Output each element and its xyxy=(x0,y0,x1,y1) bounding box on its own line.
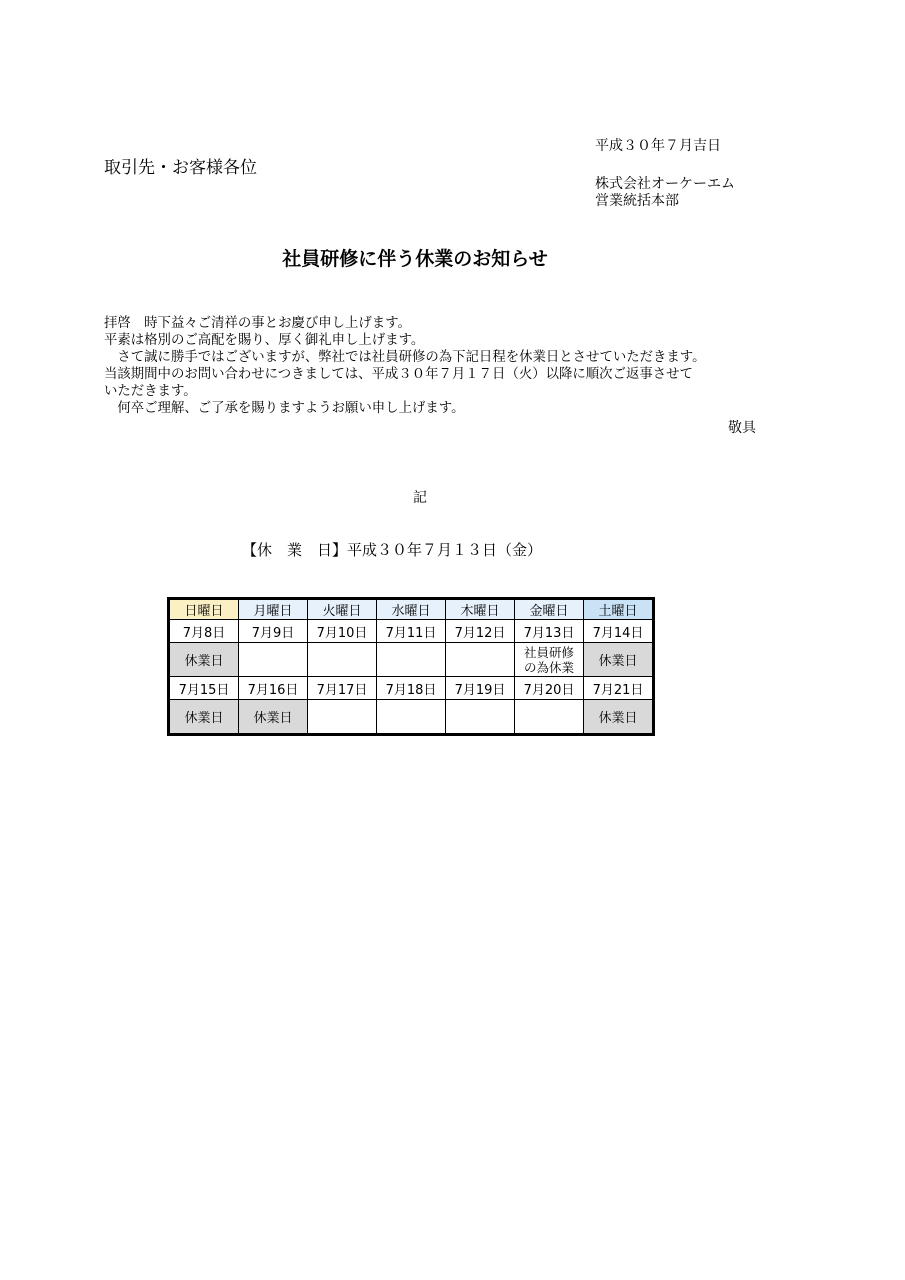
status-cell-closed: 休業日 xyxy=(584,643,654,677)
week2-date-row xyxy=(169,677,654,700)
date-cell: 7月16日 xyxy=(239,677,308,700)
body-line: さて誠に勝手ではございますが、弊社では社員研修の為下記日程を休業日とさせていただきます。 xyxy=(104,350,706,365)
date-cell: 7月12日 xyxy=(446,620,515,643)
date-cell: 7月18日 xyxy=(377,677,446,700)
week1-status-row xyxy=(169,643,654,677)
holiday-date-line: 【休 業 日】平成３０年７月１３日（金） xyxy=(242,541,543,559)
date-cell: 7月21日 xyxy=(584,677,654,700)
body-line: 何卒ご理解、ご了承を賜りますようお願い申し上げます。 xyxy=(104,401,465,416)
date-cell: 7月17日 xyxy=(308,677,377,700)
closing-word: 敬具 xyxy=(728,420,756,436)
company-name: 株式会社オーケーエム xyxy=(595,176,735,192)
day-header-sunday: 日曜日 xyxy=(169,599,239,620)
day-header-wednesday: 水曜日 xyxy=(377,599,446,620)
date-cell: 7月19日 xyxy=(446,677,515,700)
status-cell xyxy=(377,643,446,677)
body-line: いただきます。 xyxy=(104,384,197,399)
status-cell xyxy=(377,700,446,735)
date-cell: 7月13日 xyxy=(515,620,584,643)
sender-block xyxy=(595,176,735,210)
date-cell: 7月11日 xyxy=(377,620,446,643)
training-line-2: の為休業 xyxy=(523,659,574,675)
letter-body xyxy=(104,315,706,417)
status-cell xyxy=(308,700,377,735)
day-header-tuesday: 火曜日 xyxy=(308,599,377,620)
day-header-thursday: 木曜日 xyxy=(446,599,515,620)
date-cell: 7月10日 xyxy=(308,620,377,643)
training-line-1: 社員研修 xyxy=(523,644,574,660)
status-cell xyxy=(239,643,308,677)
calendar-table xyxy=(167,597,655,736)
body-line: 平素は格別のご高配を賜り、厚く御礼申し上げます。 xyxy=(104,333,425,348)
date-cell: 7月20日 xyxy=(515,677,584,700)
status-cell xyxy=(446,643,515,677)
calendar-header-row xyxy=(169,599,654,620)
date-cell: 7月9日 xyxy=(239,620,308,643)
status-cell-closed: 休業日 xyxy=(169,643,239,677)
day-header-monday: 月曜日 xyxy=(239,599,308,620)
ki-heading: 記 xyxy=(413,490,427,506)
status-cell-closed: 休業日 xyxy=(584,700,654,735)
status-cell xyxy=(515,700,584,735)
issue-date: 平成３０年７月吉日 xyxy=(595,138,721,154)
department-name: 営業統括本部 xyxy=(595,193,679,209)
status-cell xyxy=(446,700,515,735)
document-title: 社員研修に伴う休業のお知らせ xyxy=(282,248,548,270)
date-cell: 7月8日 xyxy=(169,620,239,643)
day-header-saturday: 土曜日 xyxy=(584,599,654,620)
status-cell xyxy=(308,643,377,677)
day-header-friday: 金曜日 xyxy=(515,599,584,620)
date-cell: 7月15日 xyxy=(169,677,239,700)
body-line: 拝啓 時下益々ご清祥の事とお慶び申し上げます。 xyxy=(104,316,411,331)
body-line: 当該期間中のお問い合わせにつきましては、平成３０年７月１７日（火）以降に順次ご返事させて xyxy=(104,367,693,382)
date-cell: 7月14日 xyxy=(584,620,654,643)
week1-date-row xyxy=(169,620,654,643)
recipient: 取引先・お客様各位 xyxy=(104,158,257,178)
week2-status-row xyxy=(169,700,654,735)
status-cell-closed: 休業日 xyxy=(239,700,308,735)
status-cell-closed: 休業日 xyxy=(169,700,239,735)
status-cell-training xyxy=(515,643,584,677)
